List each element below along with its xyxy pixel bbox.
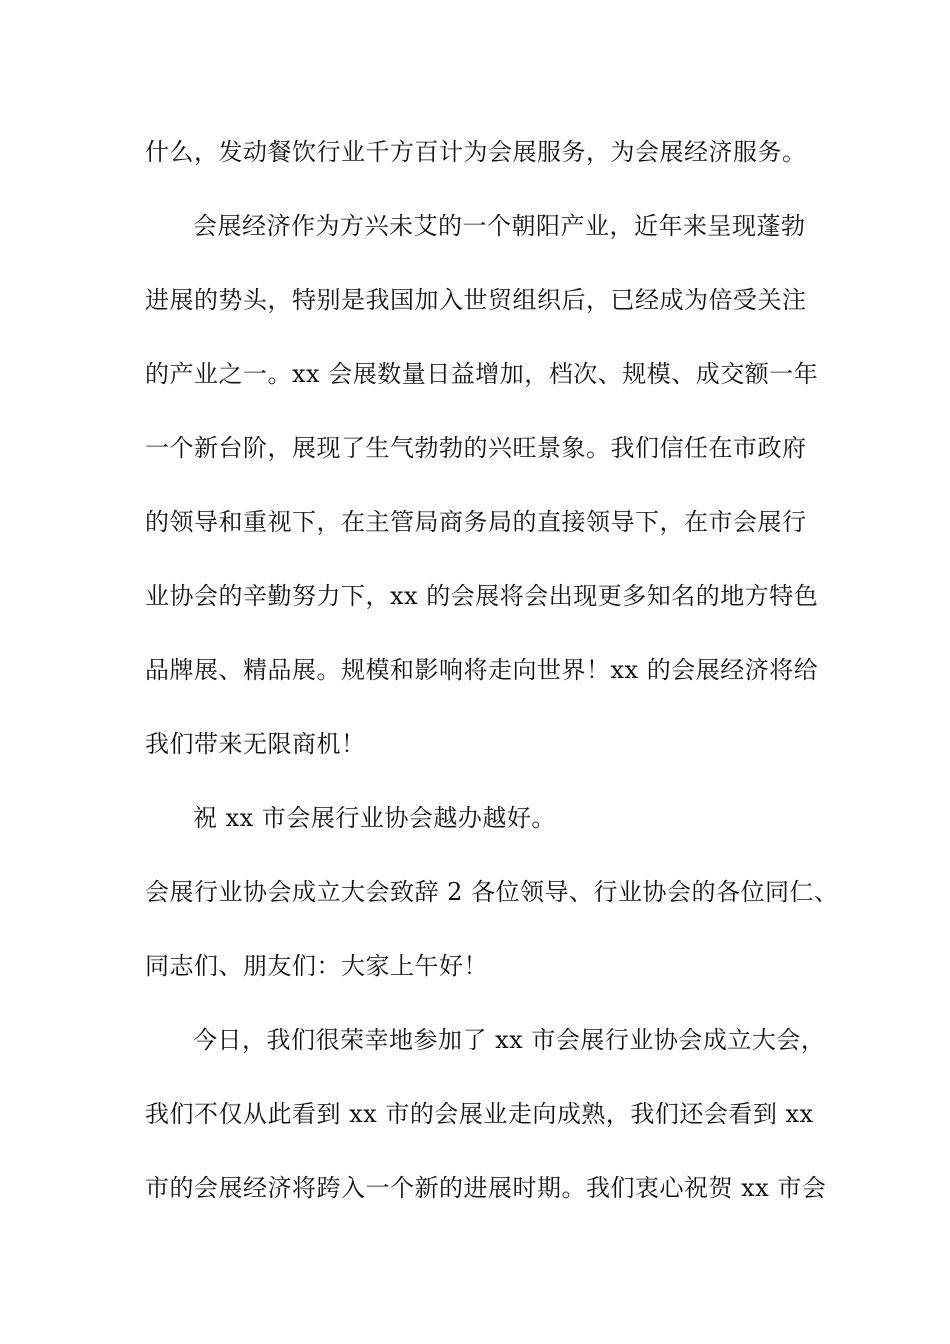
text-line: 祝 xx 市会展行业协会越办越好。 (193, 804, 556, 832)
text-line: 今日，我们很荣幸地参加了 xx 市会展行业协会成立大会， (193, 1026, 826, 1054)
text-line: 会展经济作为方兴未艾的一个朝阳产业，近年来呈现蓬勃 (193, 212, 806, 240)
text-line: 我们带来无限商机！ (145, 730, 366, 758)
text-line: 品牌展、精品展。规模和影响将走向世界！xx 的会展经济将给 (145, 656, 819, 684)
text-line: 的领导和重视下，在主管局商务局的直接领导下，在市会展行 (145, 508, 807, 536)
text-line: 同志们、朋友们：大家上午好！ (145, 952, 488, 980)
text-line: 的产业之一。xx 会展数量日益增加，档次、规模、成交额一年 (145, 360, 819, 388)
text-line: 市的会展经济将跨入一个新的进展时期。我们衷心祝贺 xx 市会 (145, 1174, 827, 1202)
text-line: 会展行业协会成立大会致辞 2 各位领导、行业协会的各位同仁、 (145, 878, 839, 906)
text-line: 进展的势头，特别是我国加入世贸组织后，已经成为倍受关注 (145, 286, 807, 314)
text-line: 业协会的辛勤努力下，xx 的会展将会出现更多知名的地方特色 (145, 582, 819, 610)
text-line: 一个新台阶，展现了生气勃勃的兴旺景象。我们信任在市政府 (145, 434, 807, 462)
text-line: 我们不仅从此看到 xx 市的会展业走向成熟，我们还会看到 xx (145, 1100, 814, 1128)
text-line: 什么，发动餐饮行业千方百计为会展服务，为会展经济服务。 (145, 138, 807, 166)
